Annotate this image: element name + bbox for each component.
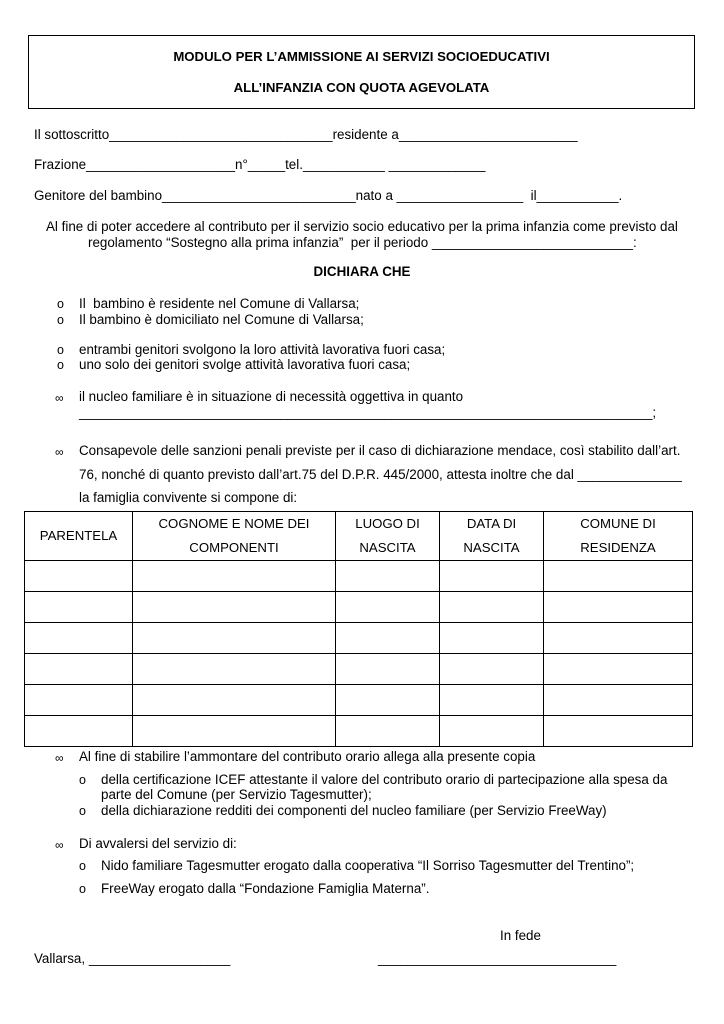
attach-redditi: della dichiarazione redditi dei componenti del nucleo familiare (per Servizio FreeWay)	[101, 803, 607, 818]
table-cell[interactable]	[25, 716, 133, 747]
table-row	[25, 716, 693, 747]
attach-icef-line1: della certificazione ICEF attestante il valore del contributo orario di partecipazione alla spesa da	[101, 772, 668, 787]
table-cell[interactable]	[440, 716, 544, 747]
table-cell[interactable]	[25, 592, 133, 623]
option-bullet[interactable]: o	[79, 773, 86, 787]
infinity-bullet-icon: ∞	[55, 751, 64, 765]
place-date-field[interactable]: Vallarsa, ___________________	[34, 951, 231, 966]
table-cell[interactable]	[133, 561, 336, 592]
table-cell[interactable]	[544, 623, 693, 654]
intro-line1: Al fine di poter accedere al contributo per il servizio socio educativo per la prima infanzia come previsto dal	[46, 219, 678, 234]
table-cell[interactable]	[133, 592, 336, 623]
infinity-bullet-icon: ∞	[55, 838, 64, 852]
option-domiciliato: Il bambino è domiciliato nel Comune di Vallarsa;	[79, 312, 364, 327]
option-entrambi-genitori: entrambi genitori svolgono la loro attività lavorativa fuori casa;	[79, 342, 446, 357]
service-freeway: FreeWay erogato dalla “Fondazione Famiglia Materna”.	[101, 881, 430, 896]
infinity-bullet-icon: ∞	[55, 445, 64, 459]
table-row	[25, 654, 693, 685]
column-header-parentela: PARENTELA	[25, 512, 133, 561]
service-tagesmutter: Nido familiare Tagesmutter erogato dalla cooperativa “Il Sorriso Tagesmutter del Trentino”;	[101, 858, 635, 873]
necessity-text: il nucleo familiare è in situazione di necessità oggettiva in quanto	[79, 389, 464, 404]
column-header-cognome-nome: COGNOME E NOME DEI COMPONENTI	[133, 512, 336, 561]
table-cell[interactable]	[544, 716, 693, 747]
table-cell[interactable]	[336, 561, 440, 592]
table-cell[interactable]	[133, 654, 336, 685]
table-cell[interactable]	[440, 623, 544, 654]
table-cell[interactable]	[336, 685, 440, 716]
option-bullet[interactable]: o	[79, 882, 86, 896]
table-row	[25, 561, 693, 592]
table-cell[interactable]	[133, 623, 336, 654]
table-cell[interactable]	[336, 716, 440, 747]
necessity-field[interactable]: _____________________________________________________________________________;	[79, 405, 657, 420]
table-cell[interactable]	[544, 654, 693, 685]
in-fede-label: In fede	[500, 928, 541, 943]
option-uno-genitore: uno solo dei genitori svolge attività lavorativa fuori casa;	[79, 357, 411, 372]
declaration-line3: la famiglia convivente si compone di:	[79, 490, 298, 505]
column-header-comune-residenza: COMUNE DI RESIDENZA	[544, 512, 693, 561]
declaration-line1: Consapevole delle sanzioni penali previste per il caso di dichiarazione mendace, così stabilito dall’art.	[79, 443, 681, 458]
declaration-line2[interactable]: 76, nonché di quanto previsto dall’art.75 del D.P.R. 445/2000, attesta inoltre che dal ______________	[79, 467, 682, 482]
dichiara-heading: DICHIARA CHE	[313, 264, 411, 279]
option-bullet[interactable]: o	[57, 343, 64, 357]
sottoscritto-field[interactable]: Il sottoscritto______________________________residente a________________________	[34, 127, 578, 142]
family-table	[24, 511, 693, 747]
option-bullet[interactable]: o	[57, 313, 64, 327]
column-header-data-nascita: DATA DI NASCITA	[440, 512, 544, 561]
table-cell[interactable]	[440, 685, 544, 716]
table-cell[interactable]	[25, 561, 133, 592]
signature-field[interactable]: ________________________________	[378, 951, 617, 966]
table-cell[interactable]	[336, 623, 440, 654]
title-box	[28, 35, 695, 109]
table-cell[interactable]	[25, 685, 133, 716]
form-title-line2: ALL’INFANZIA CON QUOTA AGEVOLATA	[233, 80, 490, 95]
table-row	[25, 592, 693, 623]
table-row	[25, 623, 693, 654]
table-cell[interactable]	[544, 561, 693, 592]
table-cell[interactable]	[440, 592, 544, 623]
table-cell[interactable]	[133, 685, 336, 716]
table-cell[interactable]	[440, 561, 544, 592]
option-bullet[interactable]: o	[57, 297, 64, 311]
option-bullet[interactable]: o	[79, 804, 86, 818]
option-residente: Il bambino è residente nel Comune di Vallarsa;	[79, 296, 360, 311]
column-header-luogo-nascita: LUOGO DI NASCITA	[336, 512, 440, 561]
frazione-field[interactable]: Frazione____________________n°_____tel.___________ _____________	[34, 157, 486, 172]
table-row	[25, 685, 693, 716]
table-cell[interactable]	[25, 654, 133, 685]
genitore-field[interactable]: Genitore del bambino__________________________nato a _________________ il___________.	[34, 188, 623, 203]
form-title-line1: MODULO PER L’AMMISSIONE AI SERVIZI SOCIOEDUCATIVI	[173, 49, 550, 64]
infinity-bullet-icon: ∞	[55, 391, 64, 405]
table-cell[interactable]	[544, 685, 693, 716]
service-intro: Di avvalersi del servizio di:	[79, 836, 237, 851]
table-cell[interactable]	[25, 623, 133, 654]
option-bullet[interactable]: o	[57, 358, 64, 372]
table-cell[interactable]	[440, 654, 544, 685]
table-header-row	[25, 512, 693, 561]
table-cell[interactable]	[336, 592, 440, 623]
table-cell[interactable]	[133, 716, 336, 747]
intro-line2: regolamento “Sostegno alla prima infanzia” per il periodo ___________________________:	[88, 235, 637, 250]
table-cell[interactable]	[336, 654, 440, 685]
option-bullet[interactable]: o	[79, 859, 86, 873]
table-cell[interactable]	[544, 592, 693, 623]
attach-icef-line2: parte del Comune (per Servizio Tagesmutter);	[101, 787, 372, 802]
attach-intro: Al fine di stabilire l’ammontare del contributo orario allega alla presente copia	[79, 749, 536, 764]
